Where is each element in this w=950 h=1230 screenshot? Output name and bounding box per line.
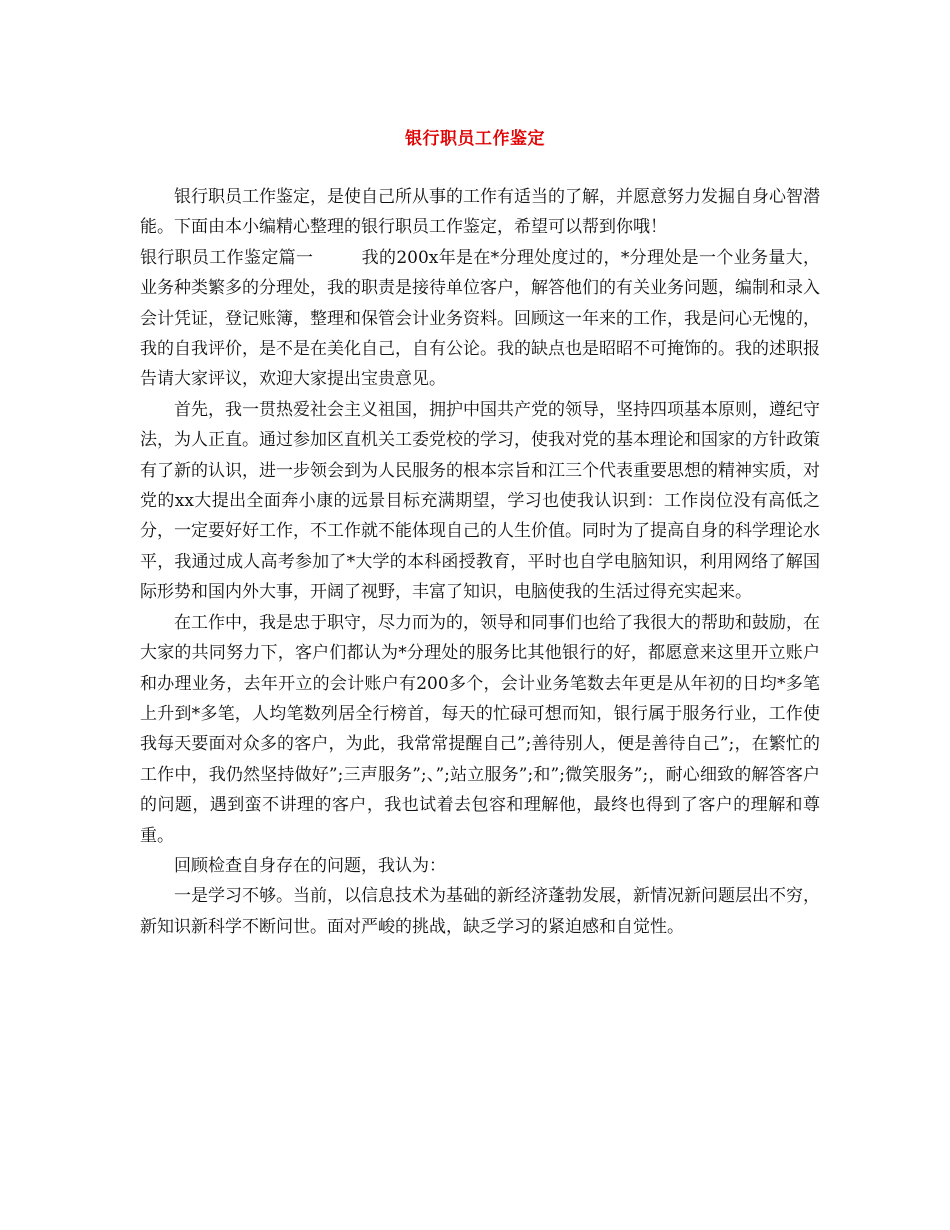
intro-paragraph: 银行职员工作鉴定，是使自己所从事的工作有适当的了解，并愿意努力发掘自身心智潜能。下面由本小编精心整理的银行职员工作鉴定，希望可以帮到你哦！ <box>140 187 820 238</box>
body-paragraph-1: 首先，我一贯热爱社会主义祖国，拥护中国共产党的领导，坚持四项基本原则，遵纪守法，为人正直。通过参加区直机关工委党校的学习，使我对党的基本理论和国家的方针政策有了新的认识，进一步领会到为人民服务的根本宗旨和江三个代表重要思想的精神实质，对党的xx大提出全面奔小康的远景目标充满期望，学习也使我认识到：工作岗位没有高低之分，一定要好好工作，不工作就不能体现自己的人生价值。同时为了提高自身的科学理论水平，我通过成人高考参加了*大学的本科函授教育，平时也自学电脑知识，利用网络了解国际形势和国内外大事，开阔了视野，丰富了知识，电脑使我的生活过得充实起来。 <box>140 399 820 603</box>
body-paragraph-2: 在工作中，我是忠于职守，尽力而为的，领导和同事们也给了我很大的帮助和鼓励，在大家的共同努力下，客户们都认为*分理处的服务比其他银行的好，都愿意来这里开立账户和办理业务，去年开立的会计账户有200多个，会计业务笔数去年更是从年初的日均*多笔上升到*多笔，人均笔数列居全行榜首，每天的忙碌可想而知，银行属于服务行业，工作使我每天要面对众多的客户，为此，我常常提醒自己”;善待别人，便是善待自己”;，在繁忙的工作中，我仍然坚持做好”;三声服务”;、”;站立服务”;和”;微笑服务”;，耐心细致的解答客户的问题，遇到蛮不讲理的客户，我也试着去包容和理解他，最终也得到了客户的理解和尊重。 <box>140 612 820 846</box>
document-body <box>140 182 820 942</box>
body-paragraph-3: 回顾检查自身存在的问题，我认为： <box>174 855 446 876</box>
document-title: 银行职员工作鉴定 <box>405 129 545 149</box>
body-paragraph-4: 一是学习不够。当前，以信息技术为基础的新经济蓬勃发展，新情况新问题层出不穷，新知识新科学不断问世。面对严峻的挑战，缺乏学习的紧迫感和自觉性。 <box>140 886 820 937</box>
section-first-text: 我的200x年是在*分理处度过的，*分理处是一个业务量大，业务种类繁多的分理处，我的职责是接待单位客户，解答他们的有关业务问题，编制和录入会计凭证，登记账簿，整理和保管会计业务资料。回顾这一年来的工作，我是问心无愧的，我的自我评价，是不是在美化自己，自有公论。我的缺点也是昭昭不可掩饰的。我的述职报告请大家评议，欢迎大家提出宝贵意见。 <box>140 247 820 390</box>
section-heading: 银行职员工作鉴定篇一 <box>140 247 314 268</box>
section-first-paragraph <box>140 243 820 395</box>
